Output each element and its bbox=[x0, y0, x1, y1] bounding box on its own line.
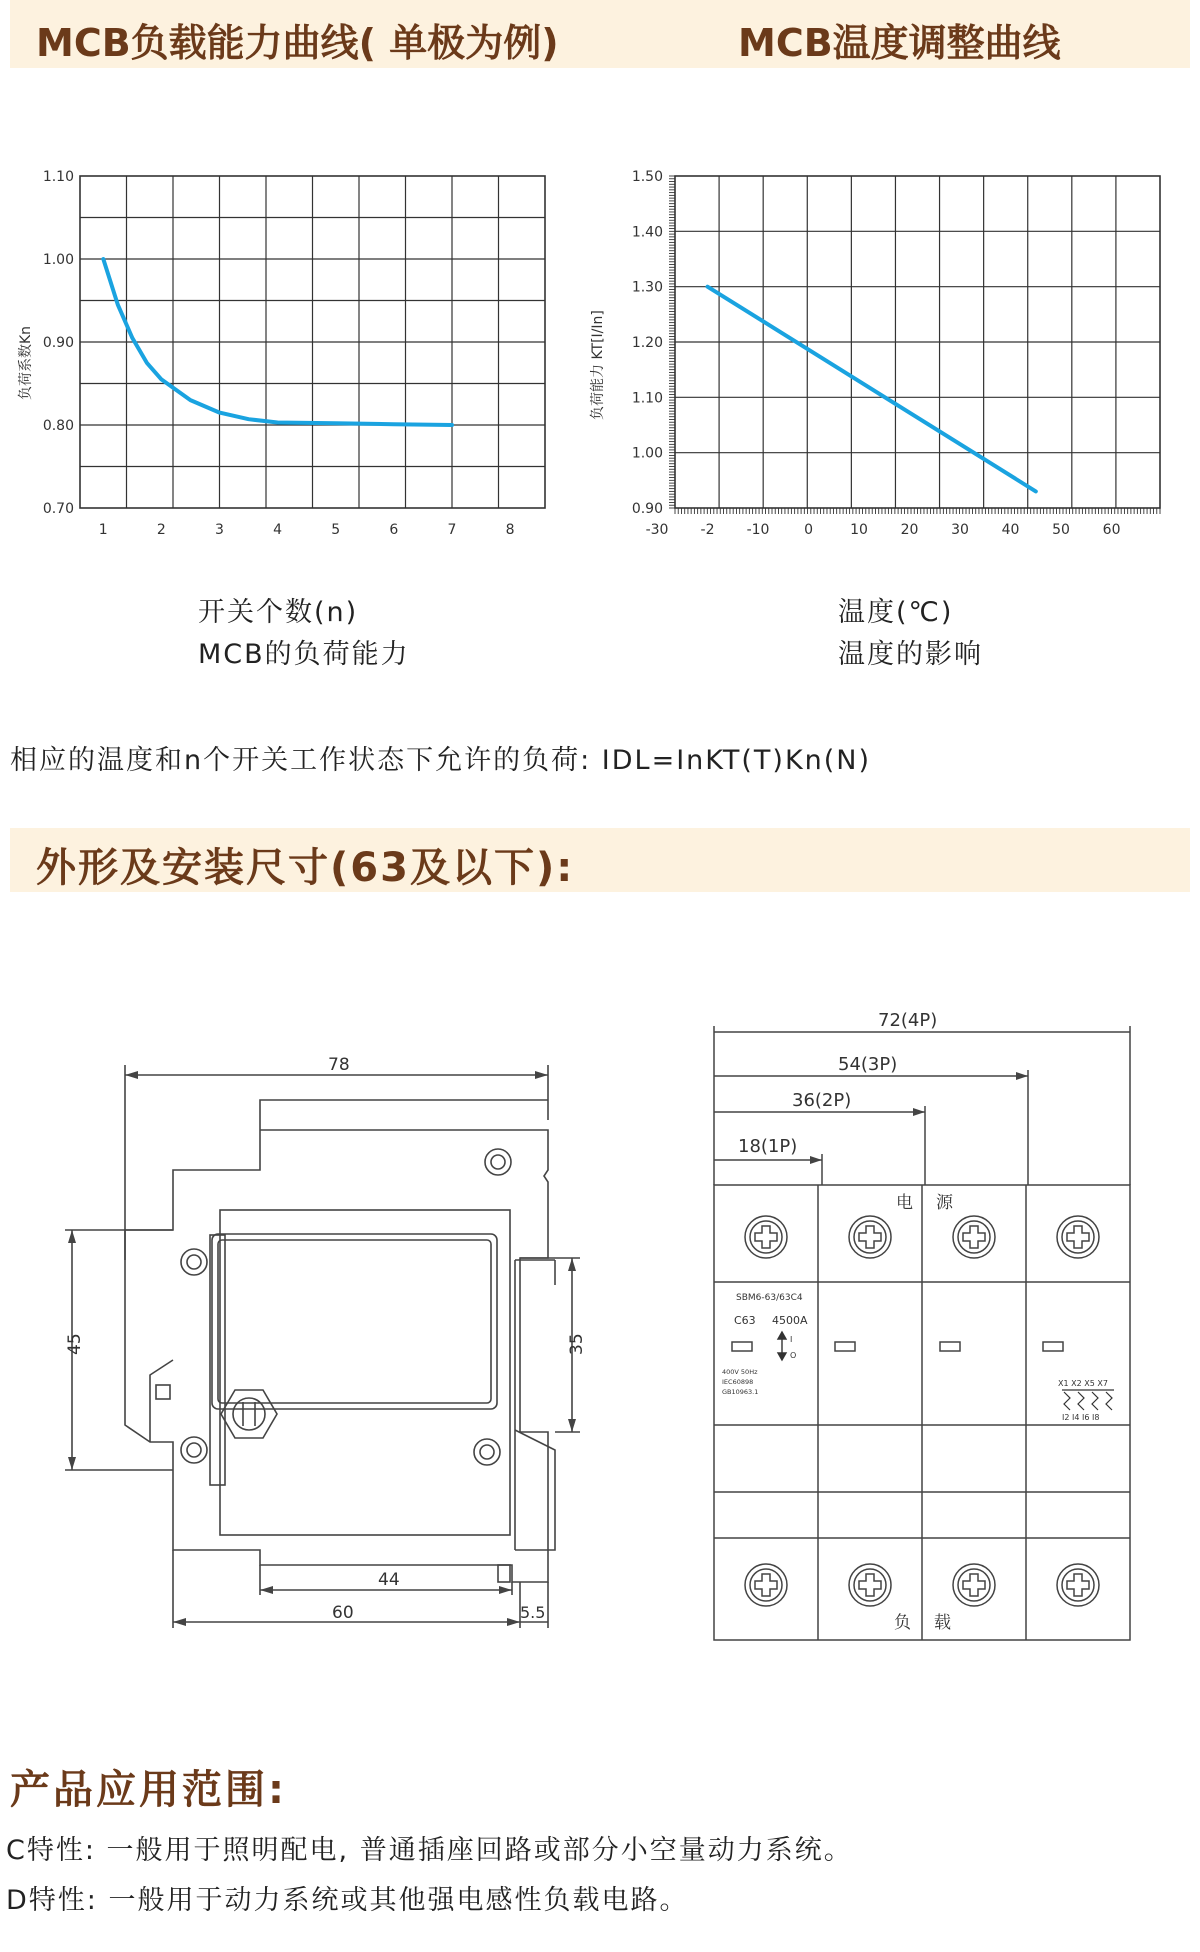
aux-bottom: I2 I4 I6 I8 bbox=[1062, 1413, 1100, 1422]
chart2-x-tick: 30 bbox=[951, 522, 969, 538]
dim-44: 44 bbox=[378, 1570, 400, 1590]
on-label: I bbox=[790, 1335, 793, 1344]
application-c-line: C特性: 一般用于照明配电, 普通插座回路或部分小空量动力系统。 bbox=[6, 1835, 853, 1866]
chart1-x-tick: 7 bbox=[447, 522, 457, 538]
chart1-x-tick: 8 bbox=[505, 522, 515, 538]
dim-72-4p: 72(4P) bbox=[878, 1010, 938, 1031]
label-power-1: 电 bbox=[896, 1193, 913, 1213]
off-label: O bbox=[790, 1351, 797, 1360]
chart1-ylabel: 负荷系数Kn bbox=[18, 325, 34, 400]
rating-label: C63 bbox=[734, 1314, 756, 1327]
chart2-series-line bbox=[708, 287, 1036, 492]
chart1-y-tick: 0.90 bbox=[42, 335, 74, 351]
front-view-drawing bbox=[700, 1000, 1150, 1660]
chart2-y-tick: 0.90 bbox=[631, 501, 663, 517]
chart2-x-tick: 20 bbox=[900, 522, 919, 538]
chart2-y-tick: 1.30 bbox=[631, 279, 663, 296]
chart2-y-tick: 1.20 bbox=[631, 335, 663, 351]
dim-18-1p: 18(1P) bbox=[738, 1136, 798, 1157]
chart2-x-tick: 10 bbox=[850, 522, 868, 538]
chart2-subtitle: 温度的影响 bbox=[838, 639, 983, 670]
chart1-y-tick: 0.70 bbox=[42, 501, 74, 517]
dim-54-3p: 54(3P) bbox=[838, 1054, 898, 1075]
spec-3: GB10963.1 bbox=[722, 1388, 759, 1396]
dim-60: 60 bbox=[332, 1603, 354, 1623]
load-capacity-chart bbox=[0, 150, 580, 560]
chart2-x-tick: -10 bbox=[746, 522, 770, 538]
label-load-2: 载 bbox=[934, 1613, 951, 1633]
dim-78: 78 bbox=[328, 1055, 350, 1075]
dim-45: 45 bbox=[65, 1333, 85, 1355]
application-d-line: D特性: 一般用于动力系统或其他强电感性负载电路。 bbox=[6, 1885, 689, 1916]
dim-5-5: 5.5 bbox=[520, 1603, 546, 1622]
chart1-x-tick: 2 bbox=[156, 522, 166, 538]
chart2-xlabel: 温度(℃) bbox=[838, 597, 954, 628]
chart1-y-tick: 1.10 bbox=[42, 169, 74, 185]
aux-top: X1 X2 X5 X7 bbox=[1058, 1379, 1108, 1388]
label-power-2: 源 bbox=[936, 1193, 953, 1213]
dimensions-heading: 外形及安装尺寸(63及以下): bbox=[36, 845, 575, 891]
dim-35: 35 bbox=[567, 1333, 587, 1355]
spec-2: IEC60898 bbox=[722, 1378, 754, 1386]
chart2-x-tick: -30 bbox=[645, 522, 669, 538]
chart1-subtitle: MCB的负荷能力 bbox=[198, 639, 410, 670]
spec-1: 400V 50Hz bbox=[722, 1368, 758, 1376]
title-temp-curve: MCB温度调整曲线 bbox=[738, 21, 1061, 65]
chart2-y-tick: 1.00 bbox=[631, 445, 663, 462]
application-heading: 产品应用范围: bbox=[10, 1767, 287, 1813]
chart1-x-tick: 4 bbox=[273, 522, 283, 538]
title-load-curve: MCB负载能力曲线( 单极为例) bbox=[36, 21, 559, 65]
chart2-y-tick: 1.40 bbox=[631, 224, 663, 241]
chart2-y-tick: 1.50 bbox=[631, 169, 663, 185]
chart2-x-tick: 50 bbox=[1052, 522, 1070, 538]
temperature-chart bbox=[580, 150, 1200, 560]
label-load-1: 负 bbox=[894, 1613, 911, 1633]
chart1-x-tick: 5 bbox=[331, 522, 341, 538]
chart1-x-tick: 1 bbox=[98, 522, 108, 538]
chart2-y-tick: 1.10 bbox=[631, 390, 663, 407]
chart2-x-tick: 0 bbox=[804, 522, 813, 538]
dim-36-2p: 36(2P) bbox=[792, 1090, 852, 1111]
chart1-y-tick: 0.80 bbox=[42, 418, 74, 434]
chart1-x-tick: 6 bbox=[389, 522, 399, 538]
load-formula: 相应的温度和n个开关工作状态下允许的负荷: IDL=InKT(T)Kn(N) bbox=[10, 745, 872, 776]
chart2-x-tick: -2 bbox=[700, 522, 715, 538]
breaking-label: 4500A bbox=[772, 1314, 808, 1327]
chart1-x-tick: 3 bbox=[215, 522, 224, 538]
side-view-drawing bbox=[60, 1030, 620, 1650]
model-label: SBM6-63/63C4 bbox=[736, 1293, 803, 1303]
chart2-ylabel: 负荷能力 KT[I/In] bbox=[590, 310, 606, 420]
chart2-x-tick: 60 bbox=[1102, 522, 1121, 538]
chart1-y-tick: 1.00 bbox=[42, 252, 74, 268]
chart2-x-tick: 40 bbox=[1001, 522, 1020, 538]
chart1-xlabel: 开关个数(n) bbox=[198, 597, 359, 628]
